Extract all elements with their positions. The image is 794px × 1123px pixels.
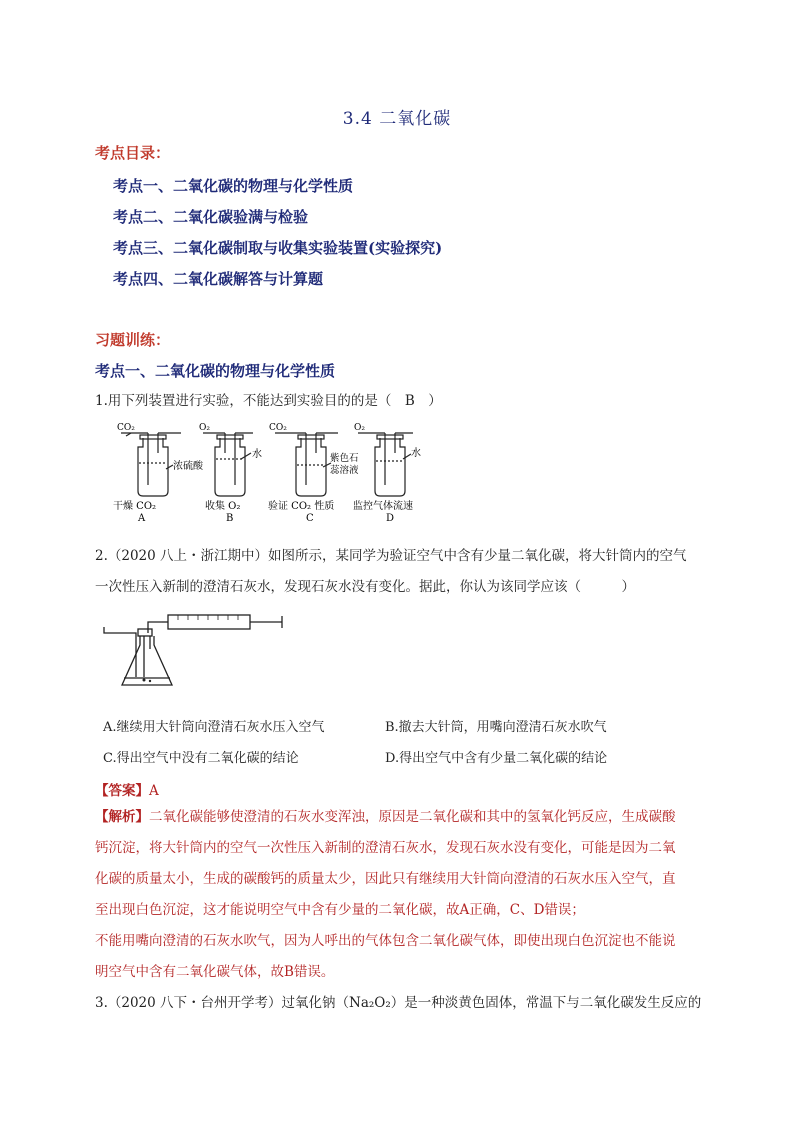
bottle-d-icon	[358, 433, 413, 496]
q2-option-d: D.得出空气中含有少量二氧化碳的结论	[385, 751, 608, 766]
question-2-line-2: 一次性压入新制的澄清石灰水，发现石灰水没有变化。据此，你认为该同学应该（ ）	[95, 579, 635, 595]
question-2-line-1: 2.（2020 八上・浙江期中）如图所示，某同学为验证空气中含有少量二氧化碳，将大针筒内的空气	[95, 548, 687, 564]
c-letter: C	[306, 513, 314, 524]
q2-analysis	[95, 802, 705, 988]
b-caption: 收集 O₂	[205, 501, 241, 512]
toc-item-1: 考点一、二氧化碳的物理与化学性质	[113, 177, 354, 195]
question-1: 1.用下列装置进行实验，不能达到实验目的的是（ B ）	[95, 393, 442, 409]
a-caption: 干燥 CO₂	[113, 501, 157, 512]
toc-item-2: 考点二、二氧化碳验满与检验	[113, 208, 309, 226]
c-caption: 验证 CO₂ 性质	[268, 501, 335, 512]
c-liquid-label-2: 蕊溶液	[330, 465, 359, 476]
bottle-b-icon	[203, 433, 253, 496]
question-3-line-1: 3.（2020 八下・台州开学考）过氧化钠（Na₂O₂）是一种淡黄色固体，常温下与二氧化碳发生反应的	[95, 995, 702, 1011]
c-liquid-label-1: 紫色石	[330, 453, 359, 464]
d-caption: 监控气体流速	[353, 501, 413, 512]
toc-item-3: 考点三、二氧化碳制取与收集实验装置(实验探究)	[113, 239, 443, 257]
toc-item-4: 考点四、二氧化碳解答与计算题	[113, 270, 324, 288]
a-gas-label: CO₂	[117, 423, 135, 433]
analysis-line-1: 二氧化碳能够使澄清的石灰水变浑浊，原因是二氧化碳和其中的氢氧化钙反应，生成碳酸	[149, 809, 676, 825]
q2-option-a: A.继续用大针筒向澄清石灰水压入空气	[103, 720, 325, 735]
analysis-line-6: 明空气中含有二氧化碳气体，故B错误。	[95, 964, 335, 980]
practice-heading: 习题训练：	[95, 331, 171, 349]
answer-tag: 【答案】	[95, 783, 149, 799]
q2-answer	[95, 779, 159, 799]
b-gas-label: O₂	[199, 423, 210, 433]
d-letter: D	[386, 513, 395, 524]
analysis-tag: 【解析】	[95, 809, 149, 825]
analysis-line-3: 化碳的质量太小，生成的碳酸钙的质量太少，因此只有继续用大针筒向澄清的石灰水压入空气，直	[95, 871, 676, 887]
bottle-c-icon	[275, 433, 338, 496]
q1-apparatus-figure	[113, 423, 443, 524]
answer-value: A	[149, 783, 159, 799]
bottle-a-icon	[121, 433, 181, 496]
toc-heading: 考点目录：	[95, 144, 171, 162]
q2-option-c: C.得出空气中没有二氧化碳的结论	[103, 751, 299, 766]
d-liquid-label: 水	[411, 448, 421, 459]
c-gas-label: CO₂	[269, 423, 287, 433]
q2-syringe-flask-figure	[100, 607, 290, 697]
analysis-line-4: 至出现白色沉淀，这才能说明空气中含有少量的二氧化碳，故A正确，C、D错误；	[95, 902, 585, 918]
analysis-line-2: 钙沉淀，将大针筒内的空气一次性压入新制的澄清石灰水，发现石灰水没有变化，可能是因为二氧	[95, 840, 676, 856]
a-letter: A	[138, 513, 146, 524]
analysis-line-5: 不能用嘴向澄清的石灰水吹气，因为人呼出的气体包含二氧化碳气体，即使出现白色沉淀也不能说	[95, 933, 676, 949]
a-liquid-label: 浓硫酸	[173, 461, 203, 472]
d-gas-label: O₂	[354, 423, 365, 433]
page-title: 3.4 二氧化碳	[342, 109, 452, 129]
topic1-heading: 考点一、二氧化碳的物理与化学性质	[95, 362, 336, 380]
q2-option-b: B.撤去大针筒，用嘴向澄清石灰水吹气	[385, 720, 607, 735]
b-liquid-label: 水	[252, 449, 262, 460]
b-letter: B	[226, 513, 234, 524]
